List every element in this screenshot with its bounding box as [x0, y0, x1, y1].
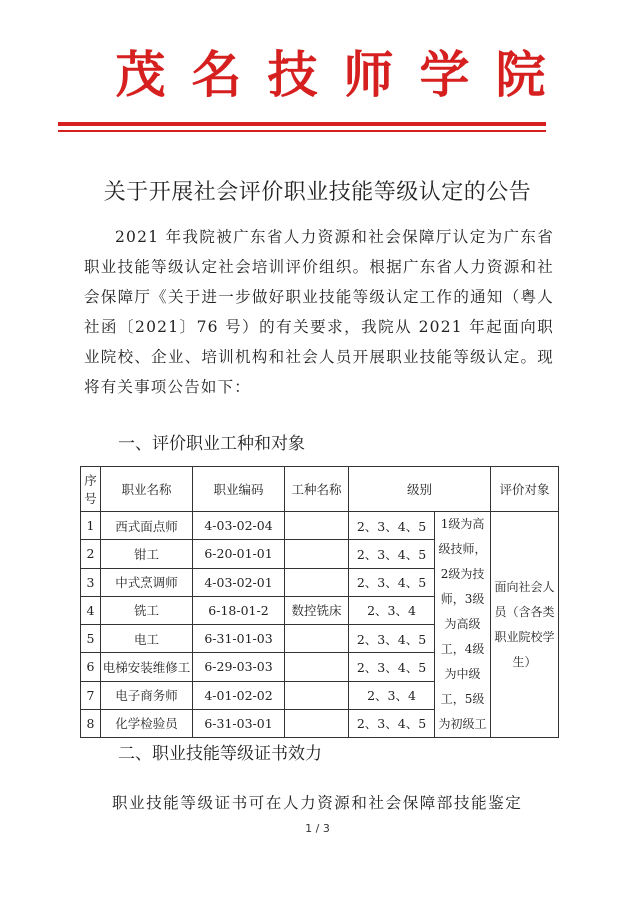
cell-levels: 2、3、4、5 — [349, 625, 435, 653]
section2-paragraph: 职业技能等级证书可在人力资源和社会保障部技能鉴定 — [112, 794, 523, 812]
document-title: 关于开展社会评价职业技能等级认定的公告 — [103, 180, 532, 205]
cell-code: 4-01-02-02 — [193, 681, 285, 709]
cell-name: 电工 — [101, 625, 193, 653]
cell-levels: 2、3、4、5 — [349, 709, 435, 737]
page-number: 1 / 3 — [305, 822, 330, 835]
cell-code: 6-29-03-03 — [193, 653, 285, 681]
cell-code: 6-31-03-01 — [193, 709, 285, 737]
target-cell: 面向社会人员（含各类职业院校学生） — [491, 512, 559, 738]
cell-no: 5 — [81, 625, 101, 653]
level-note-cell: 1级为高级技师，2级为技师，3级为高级工，4级为中级工，5级为初级工 — [435, 512, 491, 738]
table-header-row — [81, 467, 559, 512]
occupation-table — [80, 466, 559, 738]
header-name: 职业名称 — [101, 467, 193, 512]
letterhead-rule-thick — [58, 122, 546, 126]
cell-work — [285, 568, 349, 596]
cell-no: 3 — [81, 568, 101, 596]
section-heading-2: 二、职业技能等级证书效力 — [118, 744, 322, 764]
cell-name: 铣工 — [101, 596, 193, 624]
cell-levels: 2、3、4、5 — [349, 540, 435, 568]
table-row — [81, 512, 559, 540]
cell-work — [285, 681, 349, 709]
header-code: 职业编码 — [193, 467, 285, 512]
cell-levels: 2、3、4、5 — [349, 653, 435, 681]
cell-no: 7 — [81, 681, 101, 709]
cell-code: 6-18-01-2 — [193, 596, 285, 624]
cell-name: 西式面点师 — [101, 512, 193, 540]
cell-work — [285, 625, 349, 653]
cell-no: 1 — [81, 512, 101, 540]
header-level: 级别 — [349, 467, 491, 512]
cell-name: 化学检验员 — [101, 709, 193, 737]
header-no: 序号 — [81, 467, 101, 512]
cell-code: 6-31-01-03 — [193, 625, 285, 653]
cell-name: 钳工 — [101, 540, 193, 568]
cell-no: 2 — [81, 540, 101, 568]
cell-levels: 2、3、4 — [349, 681, 435, 709]
cell-work — [285, 540, 349, 568]
cell-code: 4-03-02-01 — [193, 568, 285, 596]
cell-name: 电子商务师 — [101, 681, 193, 709]
institution-name: 茂名技师学院 — [115, 45, 572, 104]
header-work: 工种名称 — [285, 467, 349, 512]
intro-paragraph: 2021 年我院被广东省人力资源和社会保障厅认定为广东省职业技能等级认定社会培训评价组织。根据广东省人力资源和社会保障厅《关于进一步做好职业技能等级认定工作的通知（粤人社函〔2021〕76 号）的有关要求，我院从 2021 年起面向职业院校、企业、培训机构和社会人员开展职业技能等级认定。现将有关事项公告如下： — [84, 228, 554, 396]
cell-work — [285, 653, 349, 681]
section-heading-1: 一、评价职业工种和对象 — [118, 434, 305, 454]
cell-work — [285, 512, 349, 540]
cell-work — [285, 709, 349, 737]
cell-name: 电梯安装维修工 — [101, 653, 193, 681]
cell-no: 8 — [81, 709, 101, 737]
cell-no: 6 — [81, 653, 101, 681]
cell-levels: 2、3、4、5 — [349, 512, 435, 540]
cell-no: 4 — [81, 596, 101, 624]
cell-levels: 2、3、4 — [349, 596, 435, 624]
cell-name: 中式烹调师 — [101, 568, 193, 596]
cell-levels: 2、3、4、5 — [349, 568, 435, 596]
cell-work: 数控铣床 — [285, 596, 349, 624]
letterhead-rule-thin — [58, 130, 546, 132]
cell-code: 4-03-02-04 — [193, 512, 285, 540]
cell-code: 6-20-01-01 — [193, 540, 285, 568]
header-target: 评价对象 — [491, 467, 559, 512]
